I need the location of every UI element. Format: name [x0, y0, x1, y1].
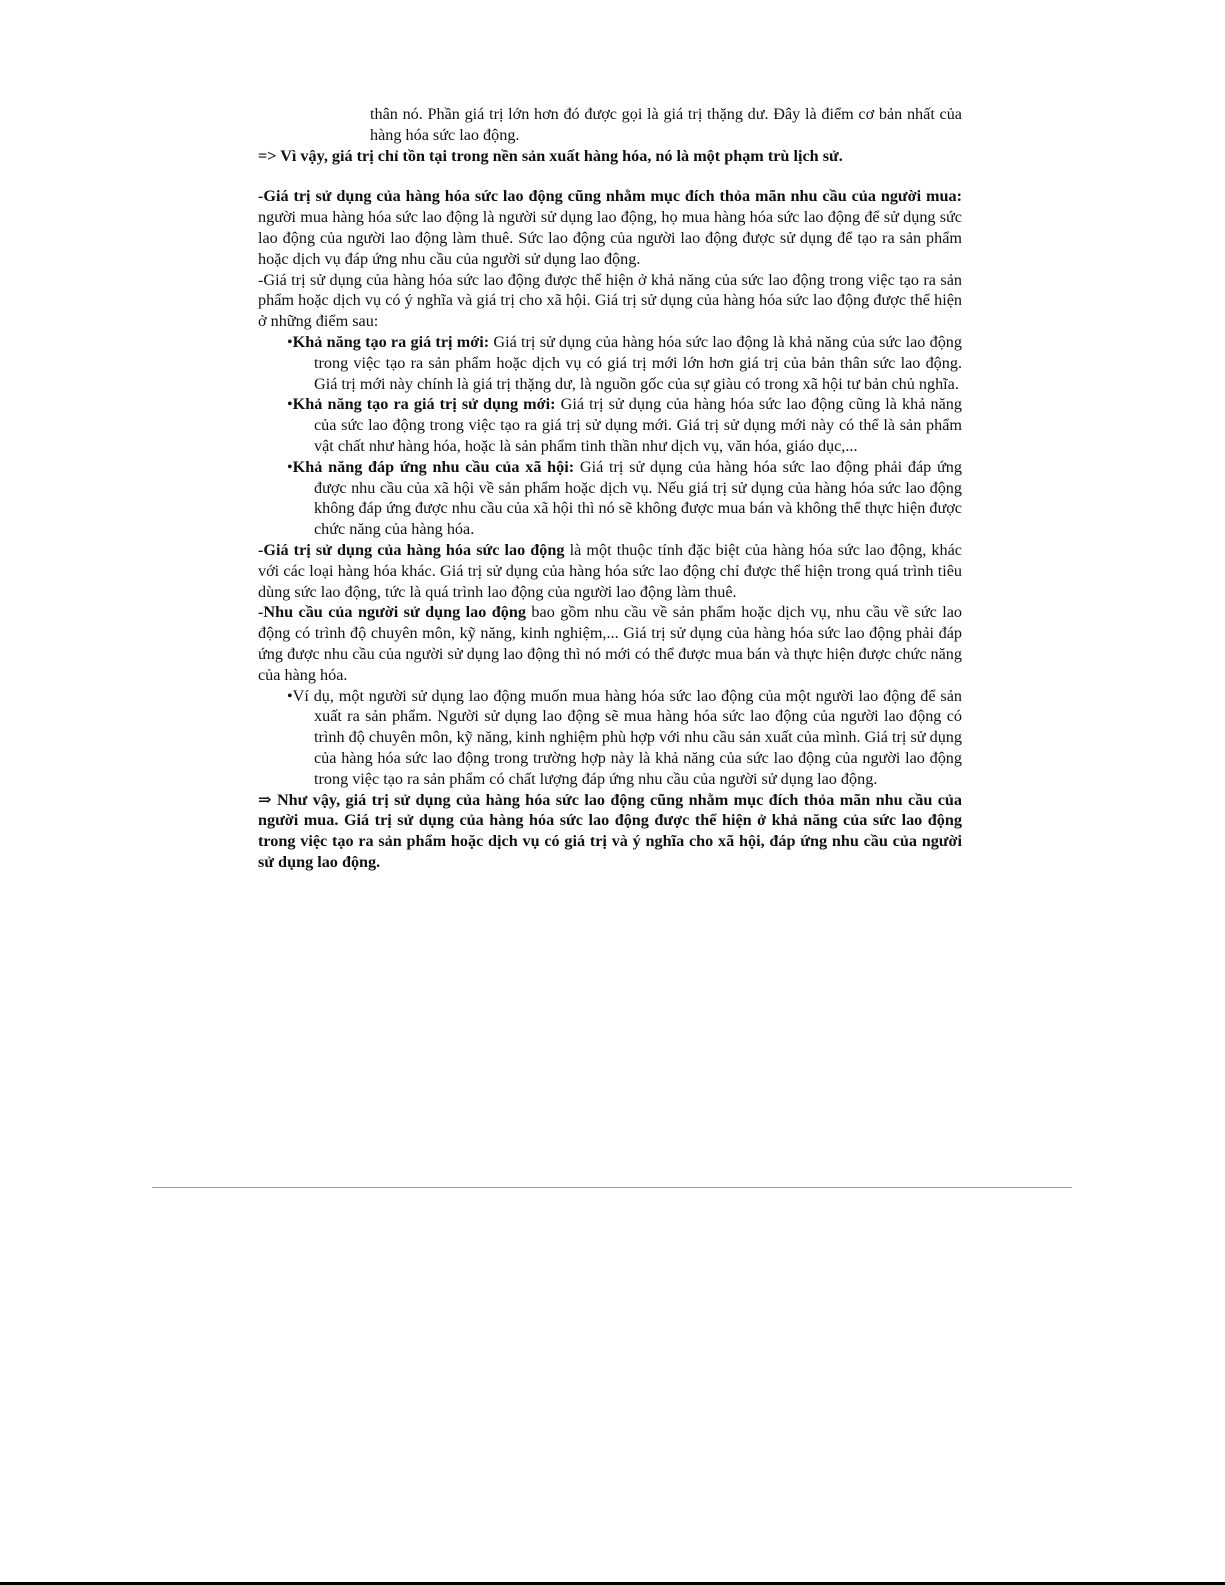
- bullet-title: Khả năng đáp ứng nhu cầu của xã hội:: [292, 457, 575, 476]
- document-page: [258, 104, 962, 873]
- bullet-text: Giá trị sử dụng của hàng hóa sức lao động cũng là khả năng của sức lao động trong việc tạo ra giá trị sử dụng mới. Giá trị sử dụng mới này có thể là sản phẩm vật chất như hàng hóa, hoặc là sản phẩm tinh thần như dịch vụ, văn hóa, giáo dục,...: [314, 395, 962, 455]
- final-conclusion: ⇒ Như vậy, giá trị sử dụng của hàng hóa sức lao động cũng nhằm mục đích thỏa mãn nhu cầu của người mua. Giá trị sử dụng của hàng hóa sức lao động được thể hiện ở khả năng của sức lao động trong việc tạo ra sản phẩm hoặc dịch vụ có giá trị và ý nghĩa cho xã hội, đáp ứng nhu cầu của người sử dụng lao động.: [258, 790, 962, 871]
- page-divider: [152, 1187, 1072, 1188]
- bullet-marker: •: [287, 332, 293, 351]
- bullet-title: Khả năng tạo ra giá trị mới:: [292, 332, 490, 351]
- use-value-expression: -Giá trị sử dụng của hàng hóa sức lao động được thể hiện ở khả năng của sức lao động trong việc tạo ra sản phẩm hoặc dịch vụ có ý nghĩa và giá trị cho xã hội. Giá trị sử dụng của hàng hóa sức lao động được thể hiện ở những điểm sau:: [258, 270, 962, 331]
- employer-needs-heading: -Nhu cầu của người sử dụng lao động: [258, 603, 526, 622]
- bullet-marker: •: [287, 686, 293, 705]
- use-value-text: người mua hàng hóa sức lao động là người sử dụng lao động, họ mua hàng hóa sức lao động để sử dụng sức lao động của người lao động làm thuê. Sức lao động của người lao động được sử dụng để tạo ra sản phẩm hoặc dịch vụ đáp ứng nhu cầu của người sử dụng lao động.: [258, 208, 962, 268]
- continued-paragraph: thân nó. Phần giá trị lớn hơn đó được gọi là giá trị thặng dư. Đây là điểm cơ bản nhất của hàng hóa sức lao động.: [370, 105, 962, 144]
- bullet-item: [258, 457, 962, 540]
- use-value-paragraph: [258, 186, 962, 269]
- special-attribute-paragraph: [258, 540, 962, 602]
- example-text: Ví dụ, một người sử dụng lao động muốn mua hàng hóa sức lao động của một người lao động để sản xuất ra sản phẩm. Người sử dụng lao động sẽ mua hàng hóa sức lao động của người lao động có trình độ chuyên môn, kỹ năng, kinh nghiệm phù hợp với nhu cầu sản xuất của mình. Giá trị sử dụng của hàng hóa sức lao động trong trường hợp này là khả năng của sức lao động của người lao động trong việc tạo ra sản phẩm có chất lượng đáp ứng nhu cầu của người sử dụng lao động.: [292, 686, 962, 788]
- example-bullet: [258, 686, 962, 790]
- bullet-text: Giá trị sử dụng của hàng hóa sức lao động là khả năng của sức lao động trong việc tạo ra sản phẩm hoặc dịch vụ có giá trị mới lớn hơn giá trị của bản thân sức lao động. Giá trị mới này chính là giá trị thặng dư, là nguồn gốc của sự giàu có trong xã hội tư bản chủ nghĩa.: [314, 332, 962, 393]
- employer-needs-text: bao gồm nhu cầu về sản phẩm hoặc dịch vụ, nhu cầu về sức lao động có trình độ chuyên môn, kỹ năng, kinh nghiệm,... Giá trị sử dụng của hàng hóa sức lao động phải đáp ứng được nhu cầu của người sử dụng lao động thì nó mới có thể được mua bán và thực hiện được chức năng của hàng hóa.: [258, 603, 962, 684]
- special-attribute-heading: -Giá trị sử dụng của hàng hóa sức lao động: [258, 540, 565, 559]
- bullet-marker: •: [287, 395, 293, 414]
- use-value-heading: -Giá trị sử dụng của hàng hóa sức lao động cũng nhằm mục đích thỏa mãn nhu cầu của người mua:: [258, 187, 962, 206]
- special-attribute-text: là một thuộc tính đặc biệt của hàng hóa sức lao động, khác với các loại hàng hóa khác. Giá trị sử dụng của hàng hóa sức lao động chỉ được thể hiện trong quá trình tiêu dùng sức lao động, tức là quá trình lao động của người lao động làm thuê.: [258, 540, 962, 601]
- paragraph-spacer: [258, 166, 962, 186]
- historical-conclusion: => Vì vậy, giá trị chỉ tồn tại trong nền sản xuất hàng hóa, nó là một phạm trù lịch sử.: [258, 146, 843, 165]
- bullet-title: Khả năng tạo ra giá trị sử dụng mới:: [292, 395, 556, 414]
- bullet-item: [258, 332, 962, 394]
- bullet-marker: •: [287, 457, 293, 476]
- bullet-text: Giá trị sử dụng của hàng hóa sức lao động phải đáp ứng được nhu cầu của xã hội về sản phẩm hoặc dịch vụ. Nếu giá trị sử dụng của hàng hóa sức lao động không đáp ứng được nhu cầu của xã hội thì nó sẽ không được mua bán và không thể thực hiện được chức năng của hàng hóa.: [314, 457, 962, 539]
- employer-needs-paragraph: [258, 602, 962, 685]
- bullet-item: [258, 394, 962, 456]
